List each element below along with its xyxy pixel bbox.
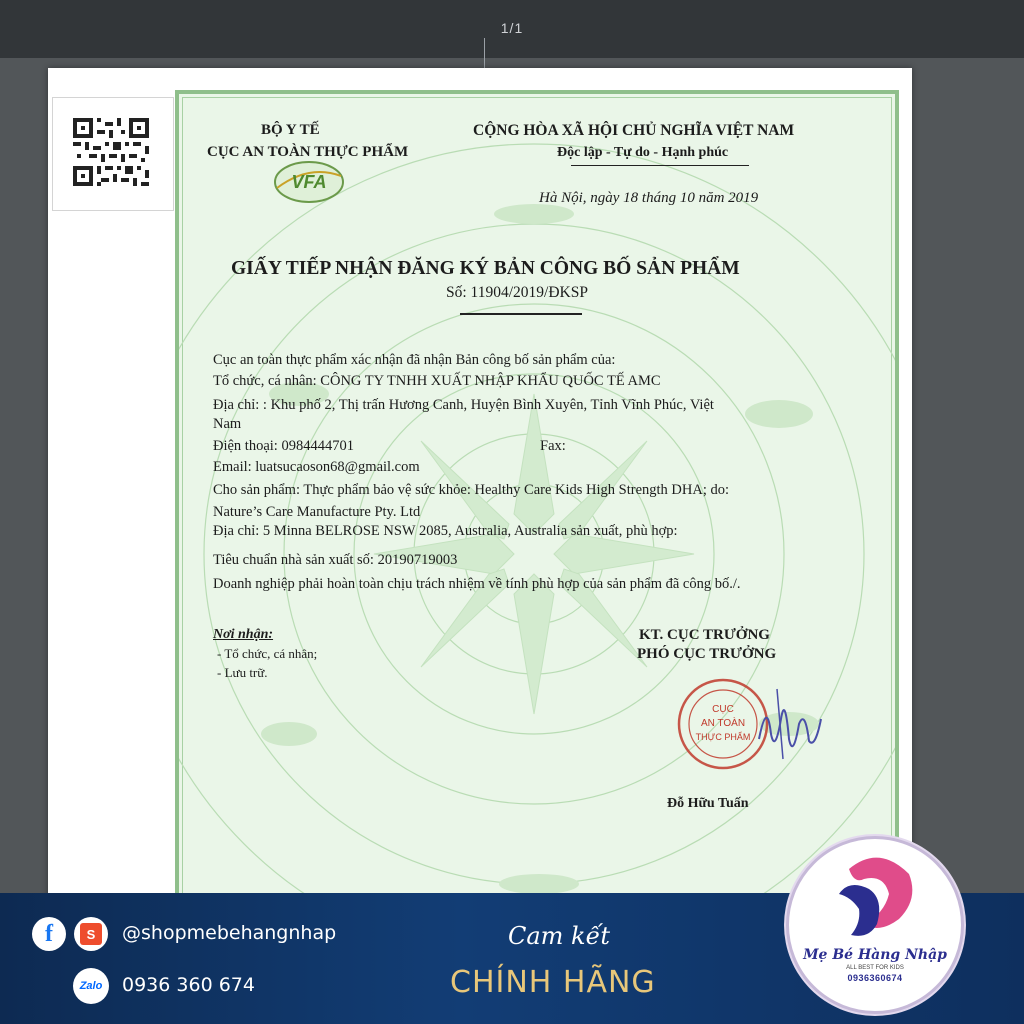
signer-role-2: PHÓ CỤC TRƯỞNG (637, 646, 777, 662)
qr-code-icon (73, 118, 149, 186)
text-line-standard: Tiêu chuẩn nhà sản xuất số: 20190719003 (213, 552, 458, 568)
text-line-fax: Fax: (540, 438, 566, 454)
brand-name: Mẹ Bé Hàng Nhập (803, 947, 947, 963)
brand-logo (786, 836, 964, 1014)
text-line-responsibility: Doanh nghiệp phải hoàn toàn chịu trách nhiệm về tính phù hợp của sản phẩm đã công bố./. (213, 576, 741, 592)
certificate (175, 90, 899, 928)
facebook-icon[interactable]: f (32, 917, 66, 951)
text-line-intro: Cục an toàn thực phẩm xác nhận đã nhận Bản công bố sản phẩm của: (213, 352, 616, 368)
text-line-manufacturer: Nature’s Care Manufacture Pty. Ltd (213, 504, 421, 520)
motto-underline (571, 165, 749, 166)
text-line-product: Cho sản phẩm: Thực phẩm bảo vệ sức khỏe: Healthy Care Kids High Strength DHA; do: (213, 482, 730, 498)
recipient-archive: - Lưu trữ. (217, 665, 268, 680)
country-name: CỘNG HÒA XÃ HỘI CHỦ NGHĨA VIỆT NAM (473, 122, 795, 139)
slogan-main: CHÍNH HÃNG (450, 965, 656, 1000)
text-line-email: Email: luatsucaoson68@gmail.com (213, 459, 420, 475)
qr-code-box (52, 97, 174, 211)
page-indicator: 1/1 (500, 20, 524, 36)
ministry-name: BỘ Y TẾ (261, 122, 320, 138)
signature-icon (749, 679, 829, 769)
national-motto: Độc lập - Tự do - Hạnh phúc (557, 145, 729, 160)
text-line-address: Địa chỉ: : Khu phố 2, Thị trấn Hương Canh, Huyện Bình Xuyên, Tỉnh Vĩnh Phúc, Việt (213, 397, 714, 413)
svg-text:CỤC: CỤC (712, 704, 734, 715)
text-line-address-cont: Nam (213, 416, 242, 432)
brand-tagline: ALL BEST FOR KIDS (846, 965, 904, 971)
certificate-number: Số: 11904/2019/ĐKSP (446, 284, 588, 301)
mother-baby-icon (789, 839, 961, 949)
svg-text:VFA: VFA (291, 172, 327, 192)
text-line-phone: Điện thoại: 0984444701 (213, 438, 354, 454)
vfa-logo-icon (269, 158, 349, 206)
signer-role-1: KT. CỤC TRƯỞNG (639, 627, 770, 643)
contact-phone[interactable]: 0936 360 674 (122, 974, 255, 996)
issue-date: Hà Nội, ngày 18 tháng 10 năm 2019 (539, 190, 759, 206)
agency-name: CỤC AN TOÀN THỰC PHẨM (207, 144, 409, 160)
svg-text:AN TOÀN: AN TOÀN (700, 718, 746, 729)
recipients-label: Nơi nhận: (213, 627, 274, 642)
signer-name: Đỗ Hữu Tuấn (667, 796, 749, 811)
text-line-manufacturer-address: Địa chỉ: 5 Minna BELROSE NSW 2085, Australia, Australia sản xuất, phù hợp: (213, 523, 678, 539)
title-underline (460, 313, 582, 315)
recipient-organization: - Tổ chức, cá nhân; (217, 646, 318, 661)
zalo-icon[interactable]: Zalo (73, 968, 109, 1004)
brand-phone: 0936360674 (847, 973, 903, 983)
certificate-title: GIẤY TIẾP NHẬN ĐĂNG KÝ BẢN CÔNG BỐ SẢN PHẨM (231, 258, 740, 279)
shopee-icon[interactable]: S (74, 917, 108, 951)
social-handle[interactable]: @shopmebehangnhap (122, 922, 337, 944)
svg-text:THỰC PHẨM: THỰC PHẨM (695, 732, 751, 742)
text-line-organization: Tổ chức, cá nhân: CÔNG TY TNHH XUẤT NHẬP KHẨU QUỐC TẾ AMC (213, 373, 661, 389)
